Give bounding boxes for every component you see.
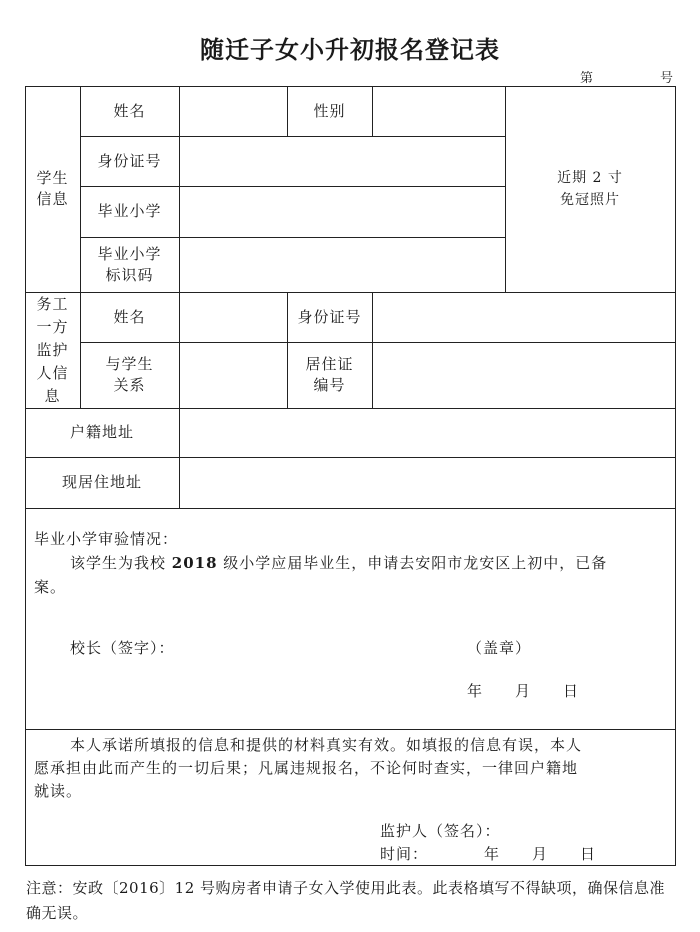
review-body-line1 (70, 552, 675, 574)
review-body-line2: 案。 (34, 578, 67, 596)
student-id-field[interactable] (180, 137, 504, 185)
relation-field[interactable] (180, 343, 286, 407)
form-title: 随迁子女小升初报名登记表 (200, 35, 500, 64)
grid-line (25, 508, 676, 509)
photo-box: 近期 2 寸 免冠照片 (557, 170, 623, 208)
household-address-field[interactable] (180, 409, 675, 456)
review-heading: 毕业小学审验情况： (34, 530, 179, 548)
pledge-line3: 就读。 (34, 782, 83, 800)
pledge-line1: 本人承诺所填报的信息和提供的材料真实有效。如填报的信息有误，本人 (70, 736, 583, 754)
review-body-prefix: 该学生为我校 (70, 554, 172, 572)
household-address-label: 户籍地址 (69, 423, 134, 441)
student-gender-label: 性别 (313, 101, 346, 120)
guardian-name-label: 姓名 (113, 307, 146, 326)
residence-permit-label: 居住证 编号 (305, 355, 354, 394)
review-body-suffix: 级小学应届毕业生，申请去安阳市龙安区上初中，已备 (217, 554, 608, 572)
seal-label: （盖章） (467, 639, 532, 657)
principal-signature-label: 校长（签字）： (70, 639, 175, 657)
table-border (675, 86, 676, 866)
current-address-label: 现居住地址 (61, 473, 142, 491)
guardian-signature-label: 监护人（签名）： (380, 822, 501, 840)
student-name-field[interactable] (180, 87, 286, 135)
footer-note: 注意：安政〔2016〕12 号购房者申请子女入学使用此表。此表格填写不得缺项，确保信息准确无误。 (26, 879, 666, 922)
school-field[interactable] (180, 187, 504, 236)
serial-label-di: 第 (580, 71, 594, 86)
guardian-id-field[interactable] (373, 293, 675, 341)
school-label: 毕业小学 (97, 202, 162, 220)
sign-time-label: 时间： (380, 845, 429, 863)
review-date: 年 月 日 (467, 682, 580, 700)
school-code-field[interactable] (180, 238, 504, 291)
student-id-label: 身份证号 (97, 151, 162, 170)
student-info-label: 学生 信息 (36, 169, 69, 208)
current-address-field[interactable] (180, 458, 675, 507)
table-border (25, 865, 676, 866)
guardian-info-label: 务工 一方 监护 人信 息 (36, 294, 69, 405)
pledge-line2: 愿承担由此而产生的一切后果；凡属违规报名，不论何时查实，一律回户籍地 (34, 759, 579, 777)
student-name-label: 姓名 (113, 101, 146, 120)
guardian-id-label: 身份证号 (297, 307, 362, 326)
grid-line (25, 729, 676, 730)
school-code-label: 毕业小学 标识码 (97, 244, 162, 284)
serial-label-hao: 号 (660, 71, 674, 86)
graduation-year: 2018 (171, 554, 218, 572)
residence-permit-field[interactable] (373, 343, 675, 407)
sign-time-date: 年 月 日 (484, 845, 597, 863)
guardian-name-field[interactable] (180, 293, 286, 341)
student-gender-field[interactable] (373, 87, 504, 135)
relation-label: 与学生 关系 (105, 355, 154, 394)
